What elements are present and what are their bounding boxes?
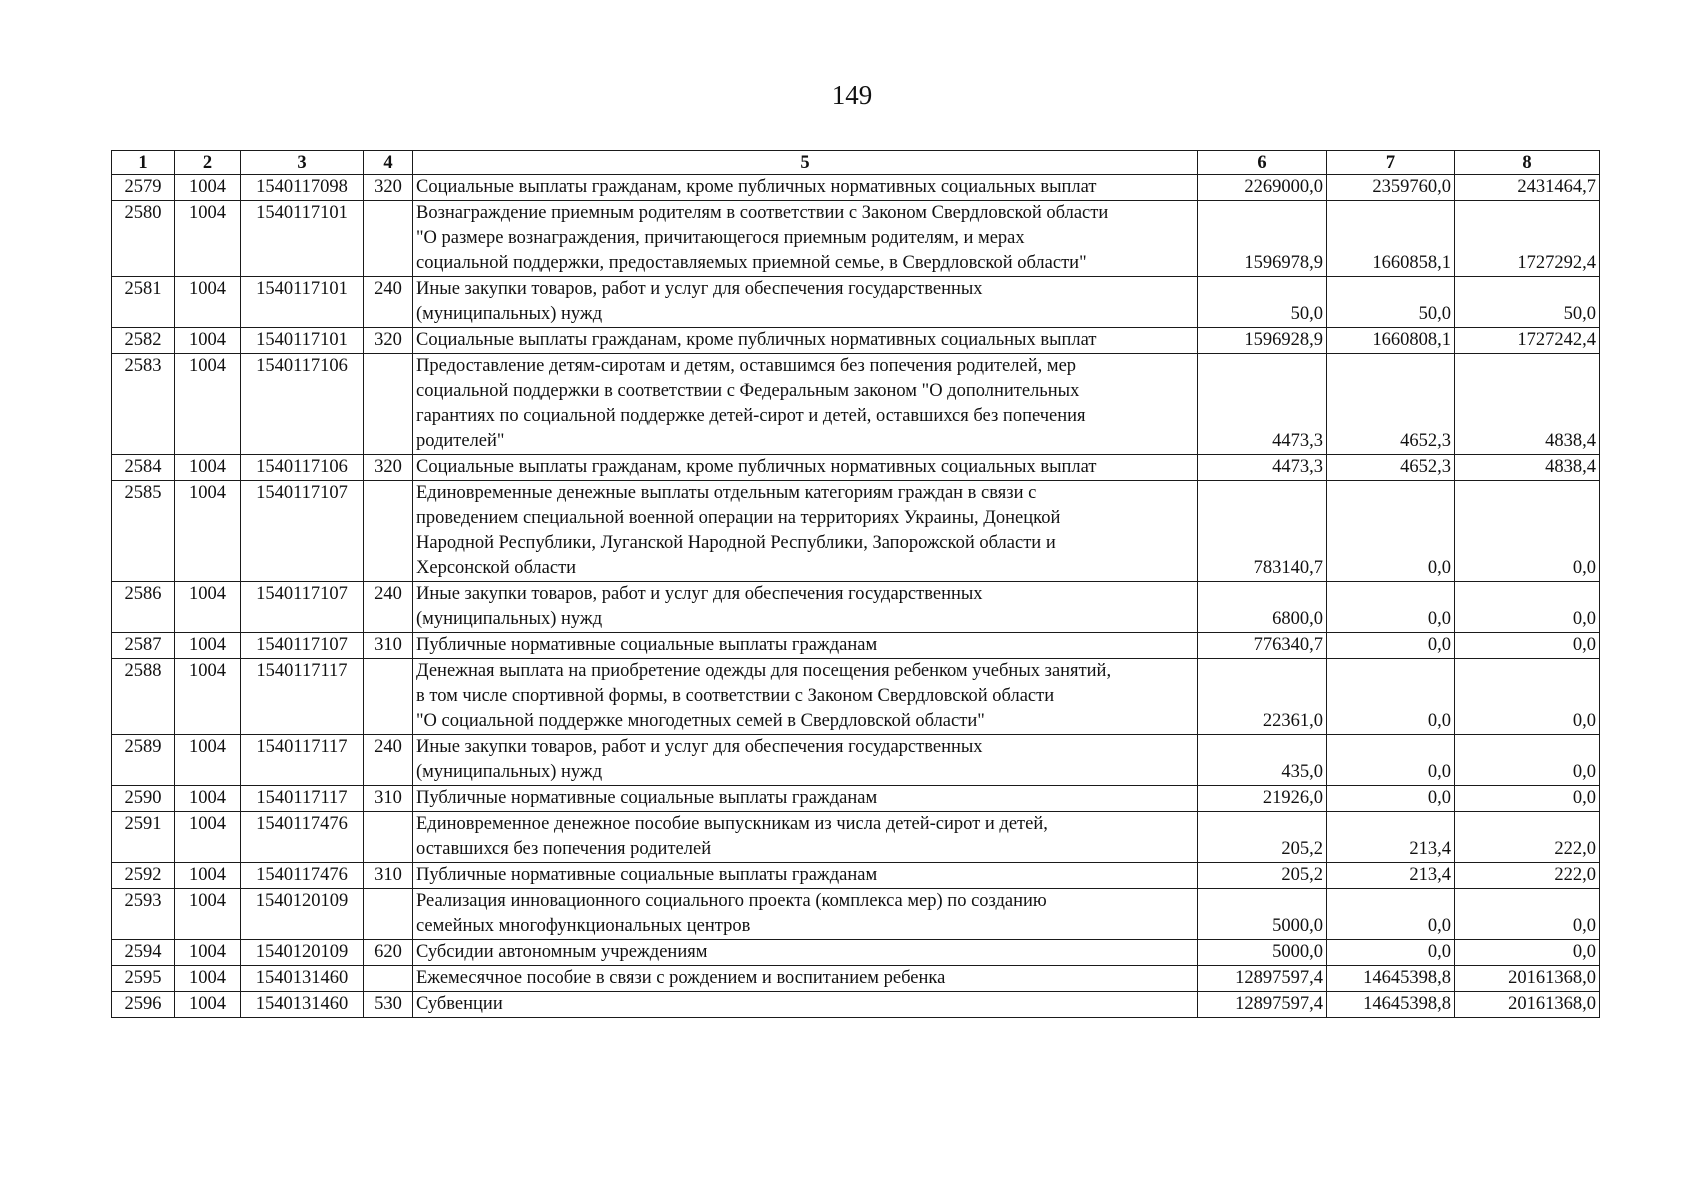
value-2026-cell: 50,0 xyxy=(1455,277,1600,328)
value-2025-cell: 0,0 xyxy=(1327,786,1455,812)
column-header: 3 xyxy=(241,151,364,175)
description-line: Публичные нормативные социальные выплаты гражданам xyxy=(416,788,878,808)
target-code-cell: 1540117476 xyxy=(241,812,364,863)
description-line: (муниципальных) нужд xyxy=(416,609,603,629)
expense-type-cell: 310 xyxy=(364,863,413,889)
table-row xyxy=(112,659,1600,735)
description-line: Иные закупки товаров, работ и услуг для обеспечения государственных xyxy=(416,737,983,757)
expense-type-cell: 530 xyxy=(364,992,413,1018)
value-2025-cell: 1660858,1 xyxy=(1327,201,1455,277)
value-2026-cell: 0,0 xyxy=(1455,735,1600,786)
expense-type-cell: 320 xyxy=(364,175,413,201)
section-code-cell: 1004 xyxy=(175,786,241,812)
section-code-cell: 1004 xyxy=(175,481,241,582)
value-2025-cell: 50,0 xyxy=(1327,277,1455,328)
expense-type-cell xyxy=(364,201,413,277)
target-code-cell: 1540117101 xyxy=(241,277,364,328)
section-code-cell: 1004 xyxy=(175,175,241,201)
description-line: "О социальной поддержке многодетных семей в Свердловской области" xyxy=(416,711,985,731)
description-line: (муниципальных) нужд xyxy=(416,762,603,782)
value-2024-cell: 2269000,0 xyxy=(1198,175,1327,201)
target-code-cell: 1540120109 xyxy=(241,889,364,940)
description-line: в том числе спортивной формы, в соответствии с Законом Свердловской области xyxy=(416,686,1055,706)
row-number-cell: 2591 xyxy=(112,812,175,863)
row-number-cell: 2584 xyxy=(112,455,175,481)
value-2026-cell: 2431464,7 xyxy=(1455,175,1600,201)
value-2025-cell: 213,4 xyxy=(1327,812,1455,863)
section-code-cell: 1004 xyxy=(175,328,241,354)
expense-type-cell: 320 xyxy=(364,328,413,354)
table-row xyxy=(112,735,1600,786)
expense-type-cell: 320 xyxy=(364,455,413,481)
description-line: Ежемесячное пособие в связи с рождением и воспитанием ребенка xyxy=(416,968,946,988)
target-code-cell: 1540120109 xyxy=(241,940,364,966)
value-2024-cell: 776340,7 xyxy=(1198,633,1327,659)
table-row xyxy=(112,966,1600,992)
section-code-cell: 1004 xyxy=(175,633,241,659)
description-line: Единовременные денежные выплаты отдельным категориям граждан в связи с xyxy=(416,483,1037,503)
description-line: гарантиях по социальной поддержке детей-сирот и детей, оставшихся без попечения xyxy=(416,406,1086,426)
table-row xyxy=(112,786,1600,812)
value-2026-cell: 0,0 xyxy=(1455,889,1600,940)
value-2026-cell: 20161368,0 xyxy=(1455,966,1600,992)
column-header: 4 xyxy=(364,151,413,175)
table-body xyxy=(112,175,1600,1018)
description-cell xyxy=(413,175,1198,201)
description-cell xyxy=(413,481,1198,582)
value-2025-cell: 1660808,1 xyxy=(1327,328,1455,354)
description-line: Субвенции xyxy=(416,994,503,1014)
description-cell xyxy=(413,889,1198,940)
value-2024-cell: 12897597,4 xyxy=(1198,992,1327,1018)
description-cell xyxy=(413,277,1198,328)
target-code-cell: 1540117107 xyxy=(241,582,364,633)
value-2026-cell: 0,0 xyxy=(1455,940,1600,966)
budget-table xyxy=(111,150,1600,1018)
column-header: 6 xyxy=(1198,151,1327,175)
section-code-cell: 1004 xyxy=(175,889,241,940)
section-code-cell: 1004 xyxy=(175,940,241,966)
value-2024-cell: 5000,0 xyxy=(1198,940,1327,966)
value-2025-cell: 213,4 xyxy=(1327,863,1455,889)
row-number-cell: 2593 xyxy=(112,889,175,940)
value-2024-cell: 1596928,9 xyxy=(1198,328,1327,354)
value-2025-cell: 4652,3 xyxy=(1327,455,1455,481)
description-line: Денежная выплата на приобретение одежды для посещения ребенком учебных занятий, xyxy=(416,661,1112,681)
table-row xyxy=(112,812,1600,863)
row-number-cell: 2583 xyxy=(112,354,175,455)
description-cell xyxy=(413,354,1198,455)
description-line: Социальные выплаты гражданам, кроме публичных нормативных социальных выплат xyxy=(416,457,1097,477)
value-2026-cell: 0,0 xyxy=(1455,582,1600,633)
expense-type-cell: 240 xyxy=(364,735,413,786)
expense-type-cell: 240 xyxy=(364,582,413,633)
description-cell xyxy=(413,735,1198,786)
expense-type-cell xyxy=(364,812,413,863)
target-code-cell: 1540117101 xyxy=(241,328,364,354)
value-2024-cell: 1596978,9 xyxy=(1198,201,1327,277)
value-2024-cell: 205,2 xyxy=(1198,812,1327,863)
value-2026-cell: 222,0 xyxy=(1455,812,1600,863)
description-cell xyxy=(413,455,1198,481)
description-line: оставшихся без попечения родителей xyxy=(416,839,712,859)
table-row xyxy=(112,582,1600,633)
description-cell xyxy=(413,582,1198,633)
description-cell xyxy=(413,328,1198,354)
column-header: 8 xyxy=(1455,151,1600,175)
column-header: 2 xyxy=(175,151,241,175)
column-header: 7 xyxy=(1327,151,1455,175)
value-2026-cell: 222,0 xyxy=(1455,863,1600,889)
target-code-cell: 1540117107 xyxy=(241,633,364,659)
value-2026-cell: 0,0 xyxy=(1455,633,1600,659)
value-2025-cell: 0,0 xyxy=(1327,659,1455,735)
row-number-cell: 2580 xyxy=(112,201,175,277)
section-code-cell: 1004 xyxy=(175,582,241,633)
value-2024-cell: 21926,0 xyxy=(1198,786,1327,812)
row-number-cell: 2586 xyxy=(112,582,175,633)
description-line: Иные закупки товаров, работ и услуг для обеспечения государственных xyxy=(416,279,983,299)
table-row xyxy=(112,277,1600,328)
value-2025-cell: 14645398,8 xyxy=(1327,992,1455,1018)
description-line: Единовременное денежное пособие выпускникам из числа детей-сирот и детей, xyxy=(416,814,1048,834)
expense-type-cell: 620 xyxy=(364,940,413,966)
target-code-cell: 1540131460 xyxy=(241,966,364,992)
row-number-cell: 2582 xyxy=(112,328,175,354)
target-code-cell: 1540117117 xyxy=(241,786,364,812)
value-2025-cell: 0,0 xyxy=(1327,582,1455,633)
value-2025-cell: 14645398,8 xyxy=(1327,966,1455,992)
table-row xyxy=(112,201,1600,277)
target-code-cell: 1540117106 xyxy=(241,455,364,481)
description-line: Социальные выплаты гражданам, кроме публичных нормативных социальных выплат xyxy=(416,177,1097,197)
section-code-cell: 1004 xyxy=(175,966,241,992)
table-row xyxy=(112,940,1600,966)
value-2024-cell: 50,0 xyxy=(1198,277,1327,328)
target-code-cell: 1540117107 xyxy=(241,481,364,582)
target-code-cell: 1540117117 xyxy=(241,735,364,786)
row-number-cell: 2589 xyxy=(112,735,175,786)
value-2024-cell: 783140,7 xyxy=(1198,481,1327,582)
value-2026-cell: 20161368,0 xyxy=(1455,992,1600,1018)
value-2026-cell: 4838,4 xyxy=(1455,455,1600,481)
value-2025-cell: 0,0 xyxy=(1327,481,1455,582)
description-line: семейных многофункциональных центров xyxy=(416,916,751,936)
section-code-cell: 1004 xyxy=(175,277,241,328)
header-row xyxy=(112,151,1600,175)
value-2024-cell: 4473,3 xyxy=(1198,354,1327,455)
target-code-cell: 1540117476 xyxy=(241,863,364,889)
description-line: Иные закупки товаров, работ и услуг для обеспечения государственных xyxy=(416,584,983,604)
row-number-cell: 2594 xyxy=(112,940,175,966)
section-code-cell: 1004 xyxy=(175,863,241,889)
row-number-cell: 2579 xyxy=(112,175,175,201)
description-line: Субсидии автономным учреждениям xyxy=(416,942,708,962)
description-line: Реализация инновационного социального проекта (комплекса мер) по созданию xyxy=(416,891,1047,911)
description-line: "О размере вознаграждения, причитающегося приемным родителям, и мерах xyxy=(416,228,1025,248)
column-header: 5 xyxy=(413,151,1198,175)
value-2025-cell: 2359760,0 xyxy=(1327,175,1455,201)
page-number: 149 xyxy=(831,80,873,110)
value-2026-cell: 0,0 xyxy=(1455,481,1600,582)
value-2025-cell: 0,0 xyxy=(1327,940,1455,966)
expense-type-cell: 310 xyxy=(364,633,413,659)
description-line: Вознаграждение приемным родителям в соответствии с Законом Свердловской области xyxy=(416,203,1109,223)
row-number-cell: 2587 xyxy=(112,633,175,659)
target-code-cell: 1540117117 xyxy=(241,659,364,735)
description-cell xyxy=(413,992,1198,1018)
description-line: социальной поддержки в соответствии с Федеральным законом "О дополнительных xyxy=(416,381,1080,401)
description-line: Публичные нормативные социальные выплаты гражданам xyxy=(416,865,878,885)
description-line: Публичные нормативные социальные выплаты гражданам xyxy=(416,635,878,655)
row-number-cell: 2590 xyxy=(112,786,175,812)
section-code-cell: 1004 xyxy=(175,735,241,786)
row-number-cell: 2596 xyxy=(112,992,175,1018)
description-line: Народной Республики, Луганской Народной Республики, Запорожской области и xyxy=(416,533,1056,553)
target-code-cell: 1540117101 xyxy=(241,201,364,277)
target-code-cell: 1540117098 xyxy=(241,175,364,201)
target-code-cell: 1540117106 xyxy=(241,354,364,455)
value-2024-cell: 22361,0 xyxy=(1198,659,1327,735)
value-2026-cell: 1727242,4 xyxy=(1455,328,1600,354)
expense-type-cell: 310 xyxy=(364,786,413,812)
description-cell xyxy=(413,786,1198,812)
description-cell xyxy=(413,201,1198,277)
table-row xyxy=(112,328,1600,354)
expense-type-cell xyxy=(364,659,413,735)
column-header: 1 xyxy=(112,151,175,175)
value-2025-cell: 0,0 xyxy=(1327,735,1455,786)
expense-type-cell xyxy=(364,889,413,940)
value-2026-cell: 1727292,4 xyxy=(1455,201,1600,277)
row-number-cell: 2595 xyxy=(112,966,175,992)
description-line: Социальные выплаты гражданам, кроме публичных нормативных социальных выплат xyxy=(416,330,1097,350)
description-cell xyxy=(413,940,1198,966)
row-number-cell: 2581 xyxy=(112,277,175,328)
expense-type-cell xyxy=(364,966,413,992)
description-cell xyxy=(413,966,1198,992)
section-code-cell: 1004 xyxy=(175,812,241,863)
description-cell xyxy=(413,812,1198,863)
table-row xyxy=(112,455,1600,481)
value-2026-cell: 4838,4 xyxy=(1455,354,1600,455)
description-line: (муниципальных) нужд xyxy=(416,304,603,324)
section-code-cell: 1004 xyxy=(175,992,241,1018)
value-2026-cell: 0,0 xyxy=(1455,659,1600,735)
description-line: Херсонской области xyxy=(416,558,577,578)
table-row xyxy=(112,633,1600,659)
value-2024-cell: 12897597,4 xyxy=(1198,966,1327,992)
description-line: Предоставление детям-сиротам и детям, оставшимся без попечения родителей, мер xyxy=(416,356,1077,376)
target-code-cell: 1540131460 xyxy=(241,992,364,1018)
table-row xyxy=(112,992,1600,1018)
row-number-cell: 2592 xyxy=(112,863,175,889)
value-2024-cell: 6800,0 xyxy=(1198,582,1327,633)
description-line: проведением специальной военной операции на территориях Украины, Донецкой xyxy=(416,508,1061,528)
table-row xyxy=(112,889,1600,940)
table-row xyxy=(112,354,1600,455)
row-number-cell: 2585 xyxy=(112,481,175,582)
section-code-cell: 1004 xyxy=(175,659,241,735)
description-cell xyxy=(413,659,1198,735)
row-number-cell: 2588 xyxy=(112,659,175,735)
section-code-cell: 1004 xyxy=(175,354,241,455)
table-row xyxy=(112,175,1600,201)
value-2025-cell: 4652,3 xyxy=(1327,354,1455,455)
section-code-cell: 1004 xyxy=(175,201,241,277)
value-2025-cell: 0,0 xyxy=(1327,889,1455,940)
value-2024-cell: 205,2 xyxy=(1198,863,1327,889)
description-cell xyxy=(413,863,1198,889)
expense-type-cell xyxy=(364,481,413,582)
expense-type-cell: 240 xyxy=(364,277,413,328)
table-row xyxy=(112,863,1600,889)
table-row xyxy=(112,481,1600,582)
section-code-cell: 1004 xyxy=(175,455,241,481)
expense-type-cell xyxy=(364,354,413,455)
value-2026-cell: 0,0 xyxy=(1455,786,1600,812)
description-line: социальной поддержки, предоставляемых приемной семье, в Свердловской области" xyxy=(416,253,1087,273)
value-2024-cell: 4473,3 xyxy=(1198,455,1327,481)
value-2024-cell: 435,0 xyxy=(1198,735,1327,786)
description-cell xyxy=(413,633,1198,659)
value-2025-cell: 0,0 xyxy=(1327,633,1455,659)
description-line: родителей" xyxy=(416,431,505,451)
value-2024-cell: 5000,0 xyxy=(1198,889,1327,940)
